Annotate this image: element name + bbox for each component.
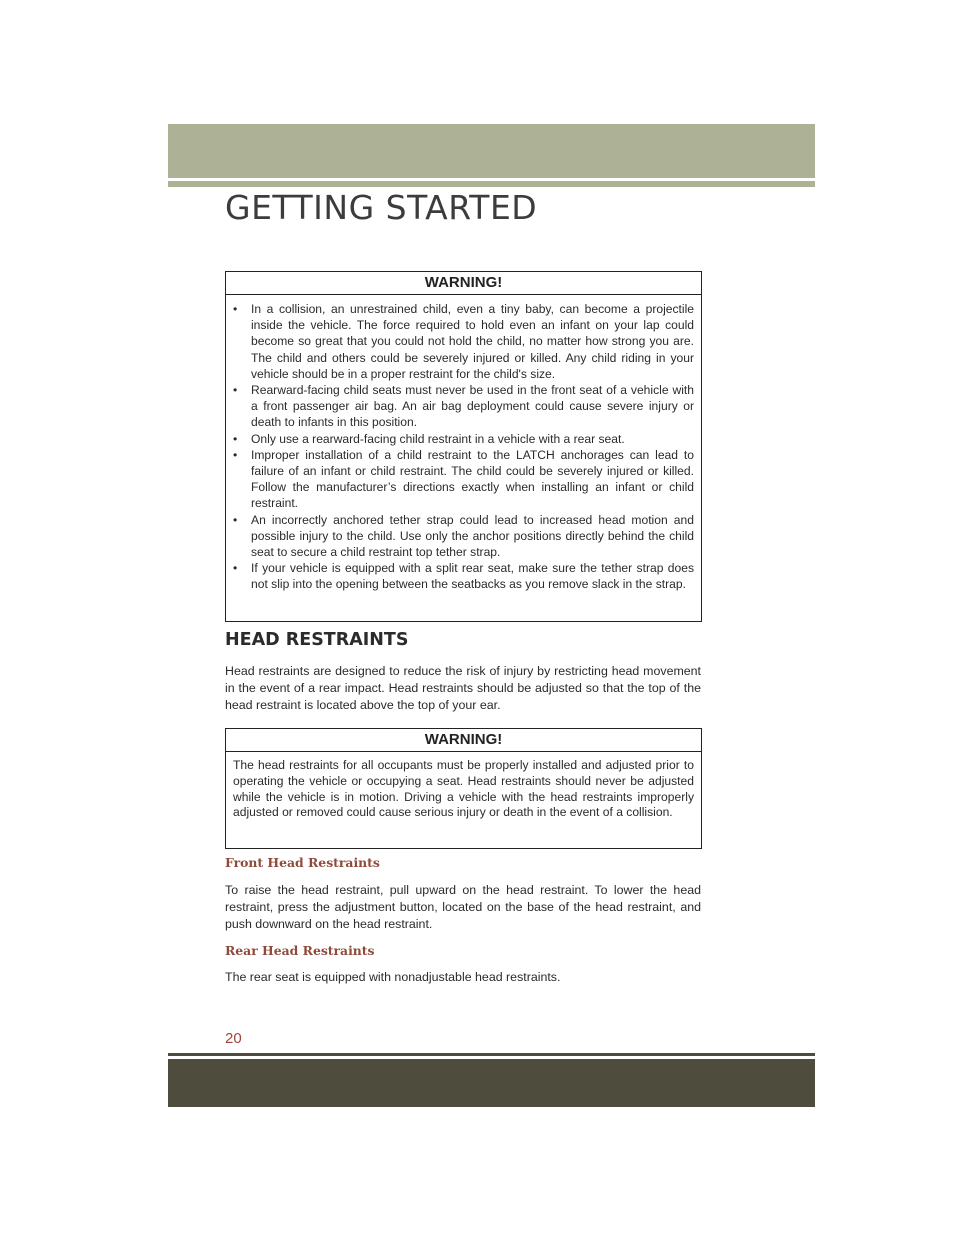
head-restraints-intro: Head restraints are designed to reduce the risk of injury by restricting head movement in the event of a rear impact. Head restraints should be adjusted so that the top of the head restraint is located above the top of your ear. xyxy=(225,664,701,712)
warning-text: The head restraints for all occupants must be properly installed and adjusted prior to operating the vehicle or occupying a seat. Head restraints should never be adjusted while the vehicle is in motion. Driving a vehicle with the head restraints improperly adjusted or removed could cause serious injury or death in the event of a collision. xyxy=(233,758,694,820)
head-restraints-heading: HEAD RESTRAINTS xyxy=(225,630,409,650)
warning-box-head-restraints xyxy=(225,728,702,849)
header-rule xyxy=(168,181,815,187)
list-item: • Rearward-facing child seats must never be used in the front seat of a vehicle with a front passenger air bag. An air bag deployment could cause severe injury or death to infants in this position. xyxy=(251,382,694,431)
rear-head-restraints-heading: Rear Head Restraints xyxy=(225,943,375,958)
warning-list xyxy=(226,301,701,593)
rear-head-restraints-text: The rear seat is equipped with nonadjustable head restraints. xyxy=(225,970,561,984)
list-item: • An incorrectly anchored tether strap could lead to increased head motion and possible injury to the child. Use only the anchor positions directly behind the child seat to secure a child restraint top tether strap. xyxy=(251,512,694,561)
warning-title: WARNING! xyxy=(226,272,701,295)
section-title: GETTING STARTED xyxy=(225,188,538,227)
list-item: • Improper installation of a child restraint to the LATCH anchorages can lead to failure of an infant or child restraint. The child could be severely injured or killed. Follow the manufacturer’s directions exactly when installing an infant or child restraint. xyxy=(251,447,694,512)
warning-box-child-restraints xyxy=(225,271,702,622)
front-head-restraints-text: To raise the head restraint, pull upward on the head restraint. To lower the head restraint, press the adjustment button, located on the base of the head restraint, and push downward on the head restraint. xyxy=(225,883,701,931)
header-band xyxy=(168,124,815,178)
footer-rule xyxy=(168,1053,815,1056)
list-item: • If your vehicle is equipped with a split rear seat, make sure the tether strap does not slip into the opening between the seatbacks as you remove slack in the strap. xyxy=(251,560,694,592)
warning-title: WARNING! xyxy=(226,729,701,752)
footer-band xyxy=(168,1059,815,1107)
front-head-restraints-heading: Front Head Restraints xyxy=(225,855,380,870)
list-item: • In a collision, an unrestrained child, even a tiny baby, can become a projectile inside the vehicle. The force required to hold even an infant on your lap could become so great that you could not hold the child, no matter how strong you are. The child and others could be severely injured or killed. Any child riding in your vehicle should be in a proper restraint for the child's size. xyxy=(251,301,694,382)
page-number: 20 xyxy=(225,1030,242,1047)
list-item: • Only use a rearward-facing child restraint in a vehicle with a rear seat. xyxy=(251,431,694,447)
